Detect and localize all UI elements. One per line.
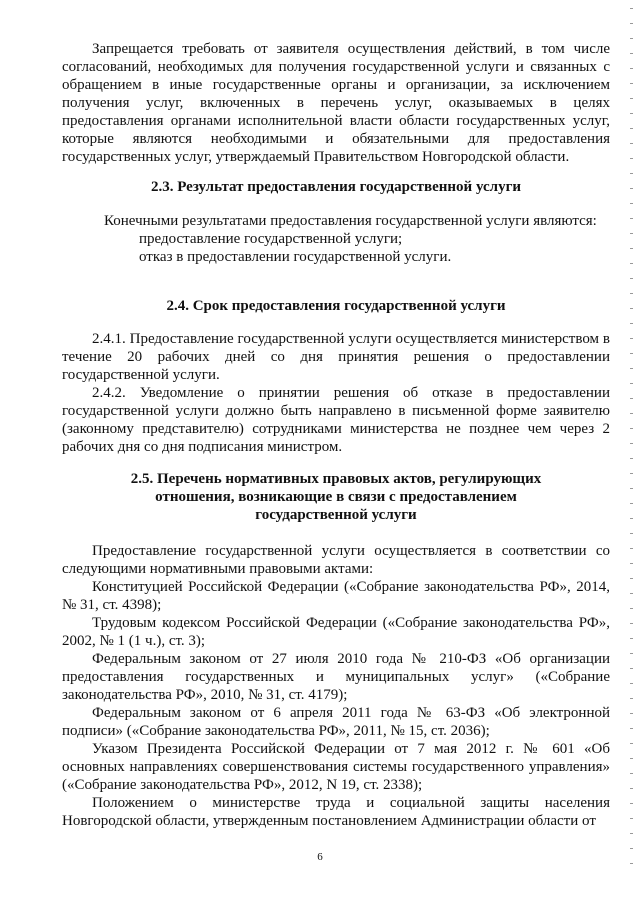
legal-act-item: Указом Президента Российской Федерации от 7 мая 2012 г. № 601 «Об основных направлениях совершенствования системы государственного управления» («Собрание законодательства РФ», 2012, N 19, ст. 2338);	[62, 741, 610, 793]
edge-tick	[630, 38, 633, 39]
edge-tick	[630, 818, 633, 819]
page-number: 6	[317, 851, 323, 863]
edge-tick	[630, 518, 633, 519]
edge-tick	[630, 308, 633, 309]
edge-tick	[630, 848, 633, 849]
edge-tick	[630, 188, 633, 189]
edge-tick	[630, 788, 633, 789]
edge-tick	[630, 833, 633, 834]
edge-tick	[630, 533, 633, 534]
edge-tick	[630, 593, 633, 594]
edge-tick	[630, 503, 633, 504]
edge-tick	[630, 248, 633, 249]
legal-act-item: Конституцией Российской Федерации («Собрание законодательства РФ», 2014, № 31, ст. 4398);	[62, 579, 610, 613]
edge-tick	[630, 353, 633, 354]
edge-tick	[630, 53, 633, 54]
edge-tick	[630, 338, 633, 339]
edge-tick	[630, 68, 633, 69]
edge-tick	[630, 563, 633, 564]
legal-act-item: Федеральным законом от 27 июля 2010 года № 210-ФЗ «Об организации предоставления государственных и муниципальных услуг» («Собрание законодательства РФ», 2010, № 31, ст. 4179);	[62, 651, 610, 703]
edge-tick	[630, 113, 633, 114]
edge-tick	[630, 473, 633, 474]
edge-tick	[630, 368, 633, 369]
edge-tick	[630, 143, 633, 144]
edge-tick	[630, 383, 633, 384]
edge-tick	[630, 23, 633, 24]
section-2-4-heading: 2.4. Срок предоставления государственной услуги	[166, 298, 506, 314]
edge-tick	[630, 683, 633, 684]
edge-tick	[630, 413, 633, 414]
edge-tick	[630, 98, 633, 99]
edge-tick	[630, 443, 633, 444]
edge-tick	[630, 83, 633, 84]
edge-tick	[630, 578, 633, 579]
edge-tick	[630, 758, 633, 759]
edge-tick	[630, 293, 633, 294]
edge-tick	[630, 173, 633, 174]
edge-tick	[630, 8, 633, 9]
edge-tick	[630, 608, 633, 609]
section-2-5-heading-line: 2.5. Перечень нормативных правовых актов, регулирующих	[130, 471, 542, 487]
edge-tick	[630, 623, 633, 624]
edge-tick	[630, 728, 633, 729]
edge-tick	[630, 263, 633, 264]
edge-tick	[630, 203, 633, 204]
edge-tick	[630, 458, 633, 459]
section-2-5-heading-line: отношения, возникающие в связи с предоставлением	[155, 489, 517, 505]
edge-tick	[630, 653, 633, 654]
section-2-5-lead: Предоставление государственной услуги осуществляется в соответствии со следующими нормативными правовыми актами:	[62, 543, 610, 577]
edge-tick	[630, 713, 633, 714]
result-item: предоставление государственной услуги;	[139, 231, 403, 247]
intro-paragraph: Запрещается требовать от заявителя осуществления действий, в том числе согласований, необходимых для получения государственной услуги и связанных с обращением в иные государственные органы и организации, за исключением получения услуг, включенных в перечень услуг, оказываемых в целях предоставления органами исполнительной власти области государственных услуг, которые являются необходимыми и обязательными для предоставления государственных услуг, утверждаемый Правительством Новгородской области.	[62, 41, 610, 165]
edge-tick	[630, 278, 633, 279]
edge-tick	[630, 158, 633, 159]
result-item: отказ в предоставлении государственной услуги.	[139, 249, 452, 265]
edge-tick	[630, 128, 633, 129]
scan-edge-marks	[630, 8, 634, 878]
edge-tick	[630, 488, 633, 489]
section-2-4-1-paragraph: 2.4.1. Предоставление государственной услуги осуществляется министерством в течение 20 рабочих дней со дня принятия решения о предоставлении государственной услуги.	[62, 331, 610, 383]
edge-tick	[630, 548, 633, 549]
edge-tick	[630, 398, 633, 399]
edge-tick	[630, 743, 633, 744]
edge-tick	[630, 233, 633, 234]
edge-tick	[630, 773, 633, 774]
section-2-3-lead: Конечными результатами предоставления государственной услуги являются:	[104, 213, 597, 229]
edge-tick	[630, 428, 633, 429]
edge-tick	[630, 323, 633, 324]
section-2-3-heading: 2.3. Результат предоставления государственной услуги	[150, 179, 522, 195]
section-2-5-heading-line: государственной услуги	[255, 507, 417, 523]
edge-tick	[630, 218, 633, 219]
section-2-4-2-paragraph: 2.4.2. Уведомление о принятии решения об отказе в предоставлении государственной услуги должно быть направлено в письменной форме заявителю (законному представителю) сотрудниками министерства не позднее чем через 2 рабочих дня со дня подписания министром.	[62, 385, 610, 455]
legal-act-item: Федеральным законом от 6 апреля 2011 года № 63-ФЗ «Об электронной подписи» («Собрание законодательства РФ», 2011, № 15, ст. 2036);	[62, 705, 610, 739]
legal-act-item: Положением о министерстве труда и социальной защиты населения Новгородской области, утвержденным постановлением Администрации области от	[62, 795, 610, 829]
edge-tick	[630, 863, 633, 864]
edge-tick	[630, 698, 633, 699]
edge-tick	[630, 638, 633, 639]
legal-act-item: Трудовым кодексом Российской Федерации («Собрание законодательства РФ», 2002, № 1 (1 ч.), ст. 3);	[62, 615, 610, 649]
edge-tick	[630, 803, 633, 804]
edge-tick	[630, 668, 633, 669]
